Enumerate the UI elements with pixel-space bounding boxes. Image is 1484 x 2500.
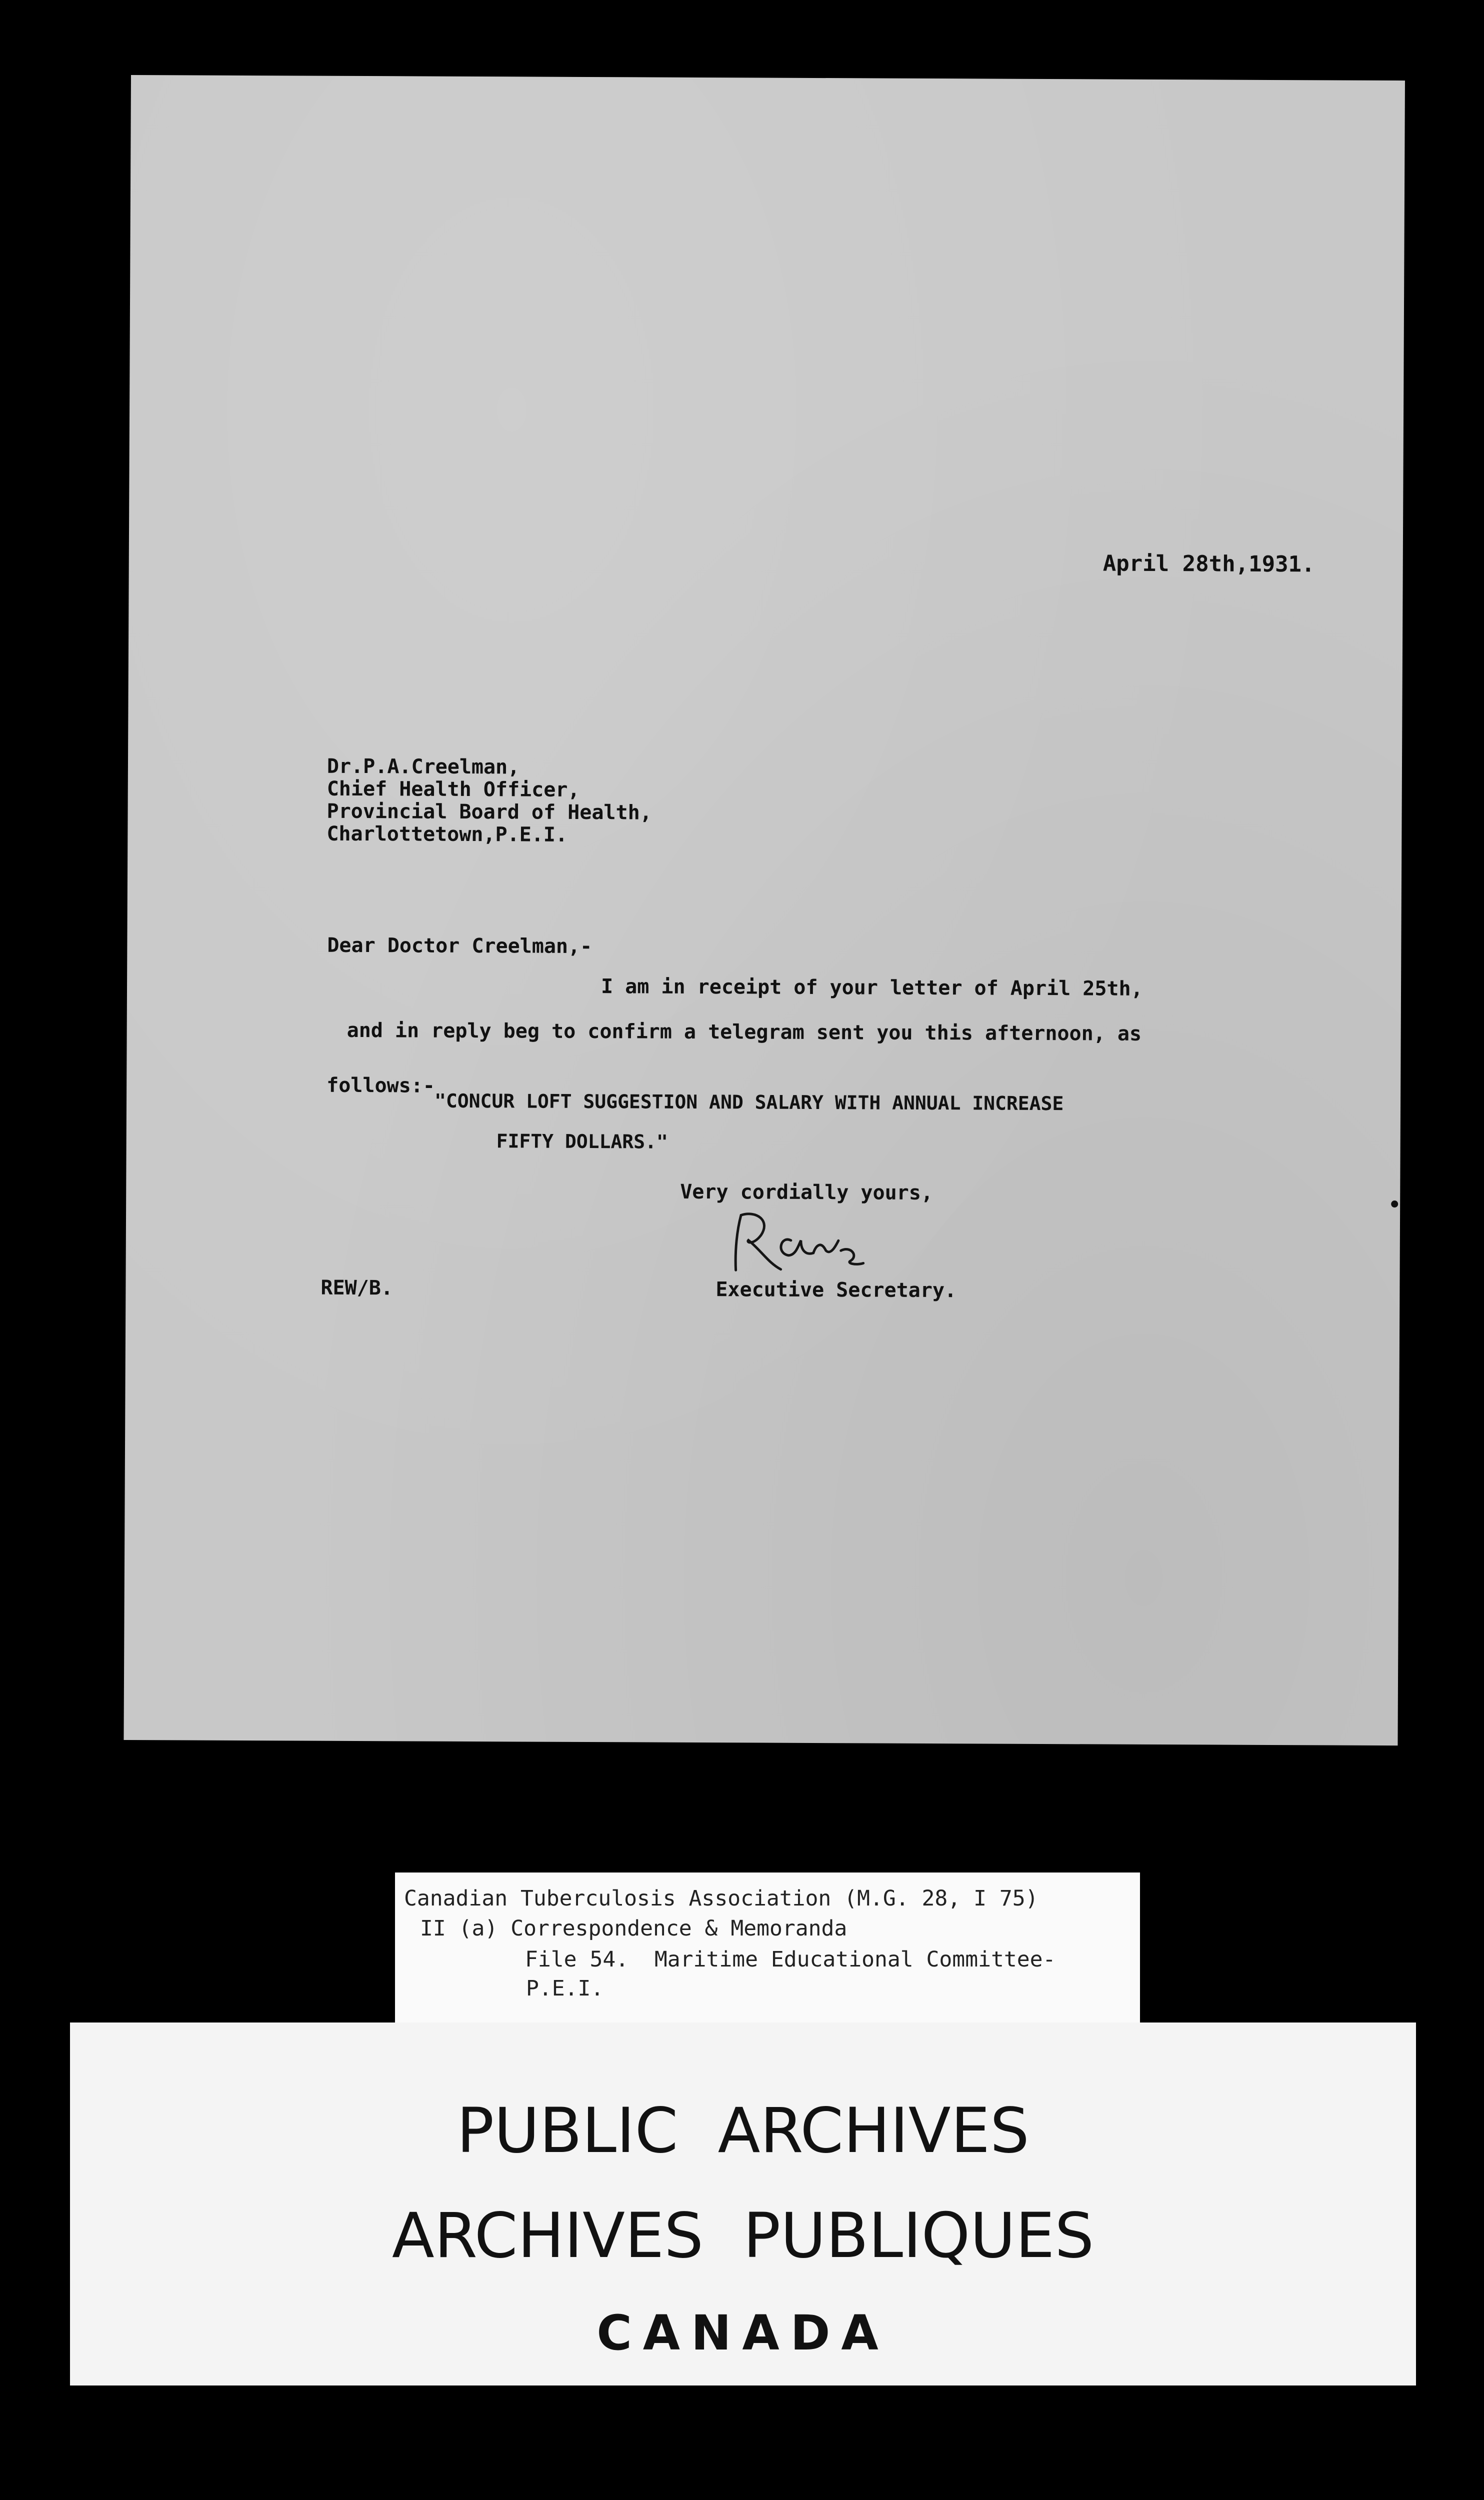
body-line: and in reply beg to confirm a telegram sent you this afternoon, as [346, 1018, 1142, 1046]
telegram-line: FIFTY DOLLARS." [496, 1130, 668, 1153]
body-line: follows:- [326, 1074, 436, 1098]
body-line: I am in receipt of your letter of April 25th, [600, 975, 1143, 1000]
recipient-name: Dr.P.A.Creelman, [326, 754, 520, 779]
reference-line: Canadian Tuberculosis Association (M.G. 28, I 75) [404, 1886, 1038, 1911]
typist-initials: REW/B. [320, 1276, 394, 1300]
reference-line: P.E.I. [526, 1976, 604, 2001]
archive-reference-label [395, 1872, 1140, 2022]
stamp-line: PUBLIC ARCHIVES [456, 2095, 1030, 2167]
reference-line: File 54. Maritime Educational Committee- [525, 1947, 1056, 1972]
recipient-title: Chief Health Officer, [326, 777, 580, 802]
telegram-line: "CONCUR LOFT SUGGESTION AND SALARY WITH ANNUAL INCREASE [434, 1090, 1064, 1115]
letter-sheet [124, 75, 1405, 1746]
public-archives-stamp [70, 2022, 1416, 2386]
closing: Very cordially yours, [680, 1180, 934, 1205]
reference-line: II (a) Correspondence & Memoranda [420, 1916, 848, 1941]
stamp-line: ARCHIVES PUBLIQUES [392, 2200, 1094, 2272]
stray-mark [1391, 1200, 1398, 1208]
signature-title: Executive Secretary. [716, 1278, 957, 1302]
recipient-organization: Provincial Board of Health, [326, 800, 652, 824]
handwritten-signature [726, 1205, 906, 1281]
recipient-city: Charlottetown,P.E.I. [326, 822, 568, 846]
letter-date: April 28th,1931. [1102, 550, 1315, 578]
salutation: Dear Doctor Creelman,- [327, 934, 592, 958]
stamp-line: CANADA [596, 2305, 890, 2361]
